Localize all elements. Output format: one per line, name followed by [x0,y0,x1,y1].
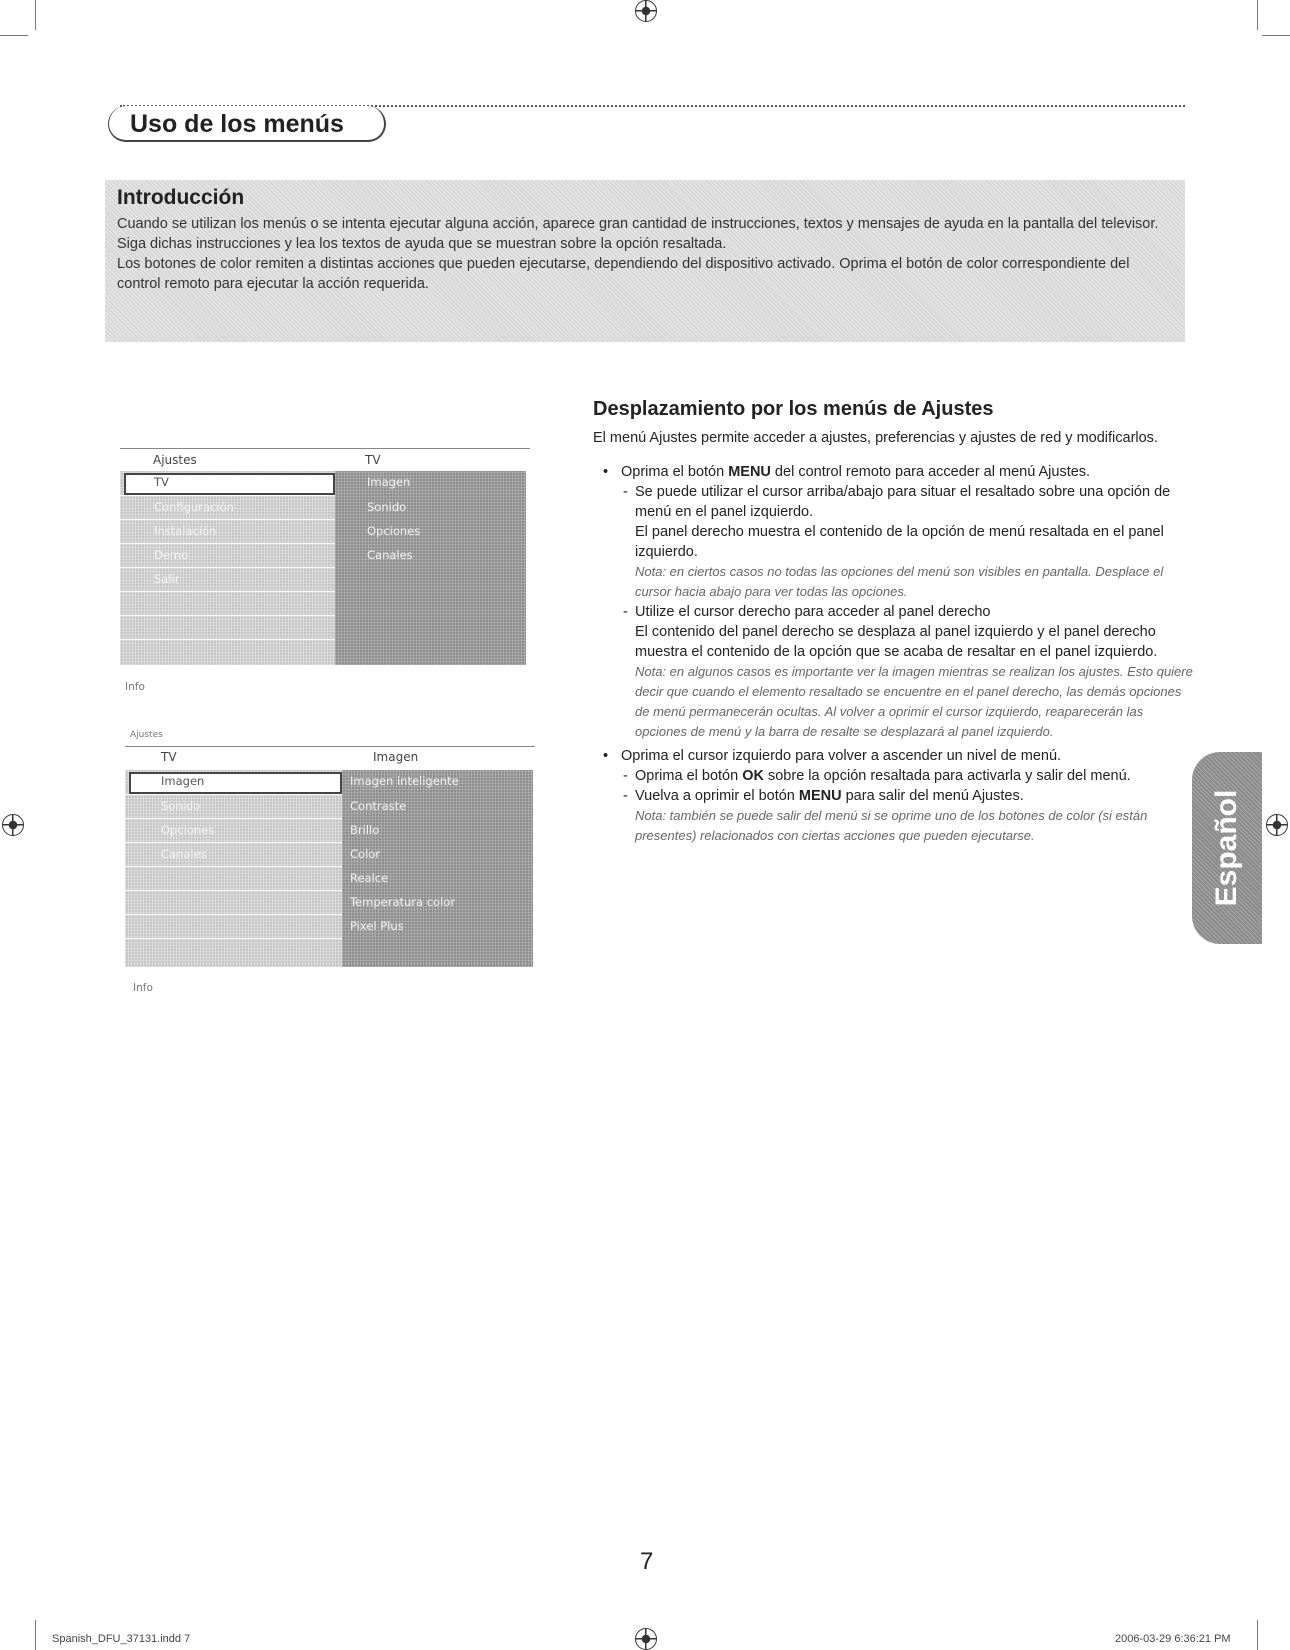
crop-mark [1257,1620,1258,1650]
menu-panels [120,471,526,665]
instructions-column [593,428,1193,846]
intro-paragraph: Siga dichas instrucciones y lea los textos de ayuda que se muestran sobre la opción resaltada. [117,236,727,252]
section-title: Desplazamiento por los menús de Ajustes [593,398,994,420]
key-label: MENU [798,788,842,804]
menu-item[interactable]: Imagen [367,475,411,489]
sub-item: - Utilize el cursor derecho para acceder al panel derecho [623,604,991,620]
menu-item[interactable]: Pixel Plus [350,919,404,933]
page-title: Uso de los menús [130,110,344,138]
sub-item: - Vuelva a oprimir el botón MENU para salir del menú Ajustes. [623,788,1024,804]
menu-item[interactable]: Brillo [350,823,380,837]
menu-item[interactable]: TV [154,475,169,489]
file-slug: Spanish_DFU_37131.indd 7 [52,1633,191,1645]
registration-mark-icon [2,814,24,836]
note: Nota: en algunos casos es importante ver la imagen mientras se realizan los ajustes. Esto quiere decir que cuando el elemento resaltado se encuentre en el panel derecho, las demás opciones de menú permanecerán ocultas. Al volver a oprimir el cursor izquierdo, reaparecerán las opciones de menú y la barra de resalte se desplazará al panel izquierdo. [635,664,1193,739]
registration-mark-icon [635,0,657,22]
sub-item: - Oprima el botón OK sobre la opción resaltada para activarla y salir del menú. [623,768,1131,784]
bullet-item: • Oprima el cursor izquierdo para volver a ascender un nivel de menú. [603,748,1062,764]
menu-item[interactable]: Contraste [350,799,407,813]
intro-heading: Introducción [117,186,245,209]
screen-header-left: TV [161,750,177,764]
right-panel [335,471,526,665]
registration-mark-icon [1266,814,1288,836]
menu-item[interactable]: Temperatura color [350,895,456,909]
intro-paragraph: Cuando se utilizan los menús o se intenta ejecutar alguna acción, aparece gran cantidad de instrucciones, textos y mensajes de ayuda en la pantalla del televisor. [117,216,1159,232]
language-tab [1192,752,1262,944]
section-intro: El menú Ajustes permite acceder a ajustes, preferencias y ajustes de red y modificarlos. [593,430,1158,446]
screen-top-label: Ajustes [130,730,163,740]
crop-mark [35,0,36,30]
screen-footer-info: Info [133,982,153,994]
right-panel [342,770,533,967]
bullet-item: • Oprima el botón MENU del control remoto para acceder al menú Ajustes. [603,464,1091,480]
screen-top-rule [125,746,535,747]
note: Nota: en ciertos casos no todas las opciones del menú son visibles en pantalla. Desplace el cursor hacia abajo para ver todas las opciones. [635,564,1164,599]
bullet-icon: • [603,748,609,764]
menu-item[interactable]: Imagen inteligente [350,774,459,788]
screen-header-left: Ajustes [153,453,197,467]
sub-item-continued: El panel derecho muestra el contenido de la opción de menú resaltada en el panel izquierdo. [635,524,1164,560]
language-tab-label: Español [1210,789,1243,907]
page-number: 7 [640,1548,654,1575]
menu-item[interactable]: Sonido [161,799,201,813]
menu-item[interactable]: Opciones [161,823,215,837]
crop-mark [35,1620,36,1650]
menu-item[interactable]: Instalación [154,524,217,538]
menu-item[interactable]: Imagen [161,774,205,788]
menu-item[interactable]: Demo [154,548,189,562]
menu-item[interactable]: Color [350,847,381,861]
menu-item[interactable]: Sonido [367,500,407,514]
intro-box [105,180,1185,342]
menu-item[interactable]: Realce [350,871,389,885]
key-label: OK [742,768,764,784]
left-panel [120,471,335,665]
settings-menu-screenshot-1 [120,445,530,695]
screen-footer-info: Info [125,681,145,693]
menu-item[interactable]: Opciones [367,524,421,538]
key-label: MENU [728,464,771,480]
print-timestamp: 2006-03-29 6:36:21 PM [1115,1633,1231,1645]
intro-paragraph: Los botones de color remiten a distintas acciones que pueden ejecutarse, dependiendo del dispositivo activado. Oprima el botón de color correspondiente del control remoto para ejecutar la acción requerida. [117,256,1130,292]
crop-mark [1262,35,1290,36]
menu-item[interactable]: Configuración [154,500,234,514]
screen-header-right: TV [365,453,381,467]
menu-panels [125,770,533,967]
menu-item[interactable]: Canales [367,548,413,562]
screen-header-right: Imagen [373,750,419,764]
screen-top-rule [120,448,530,449]
sub-item-continued: El contenido del panel derecho se desplaza al panel izquierdo y el panel derecho muestra el contenido de la opción que se acaba de resaltar en el panel izquierdo. [635,624,1158,660]
registration-mark-icon [635,1628,657,1650]
left-panel [125,770,342,967]
menu-item[interactable]: Salir [154,572,180,586]
crop-mark [0,35,28,36]
crop-mark [1257,0,1258,30]
menu-item[interactable]: Canales [161,847,207,861]
note: Nota: también se puede salir del menú si se oprime uno de los botones de color (si están presentes) relacionados con ciertas acciones que pueden ejecutarse. [635,808,1148,843]
sub-item: - Se puede utilizar el cursor arriba/abajo para situar el resaltado sobre una opción de menú en el panel izquierdo. [623,484,1171,520]
settings-menu-screenshot-2 [125,730,535,995]
bullet-icon: • [603,464,609,480]
